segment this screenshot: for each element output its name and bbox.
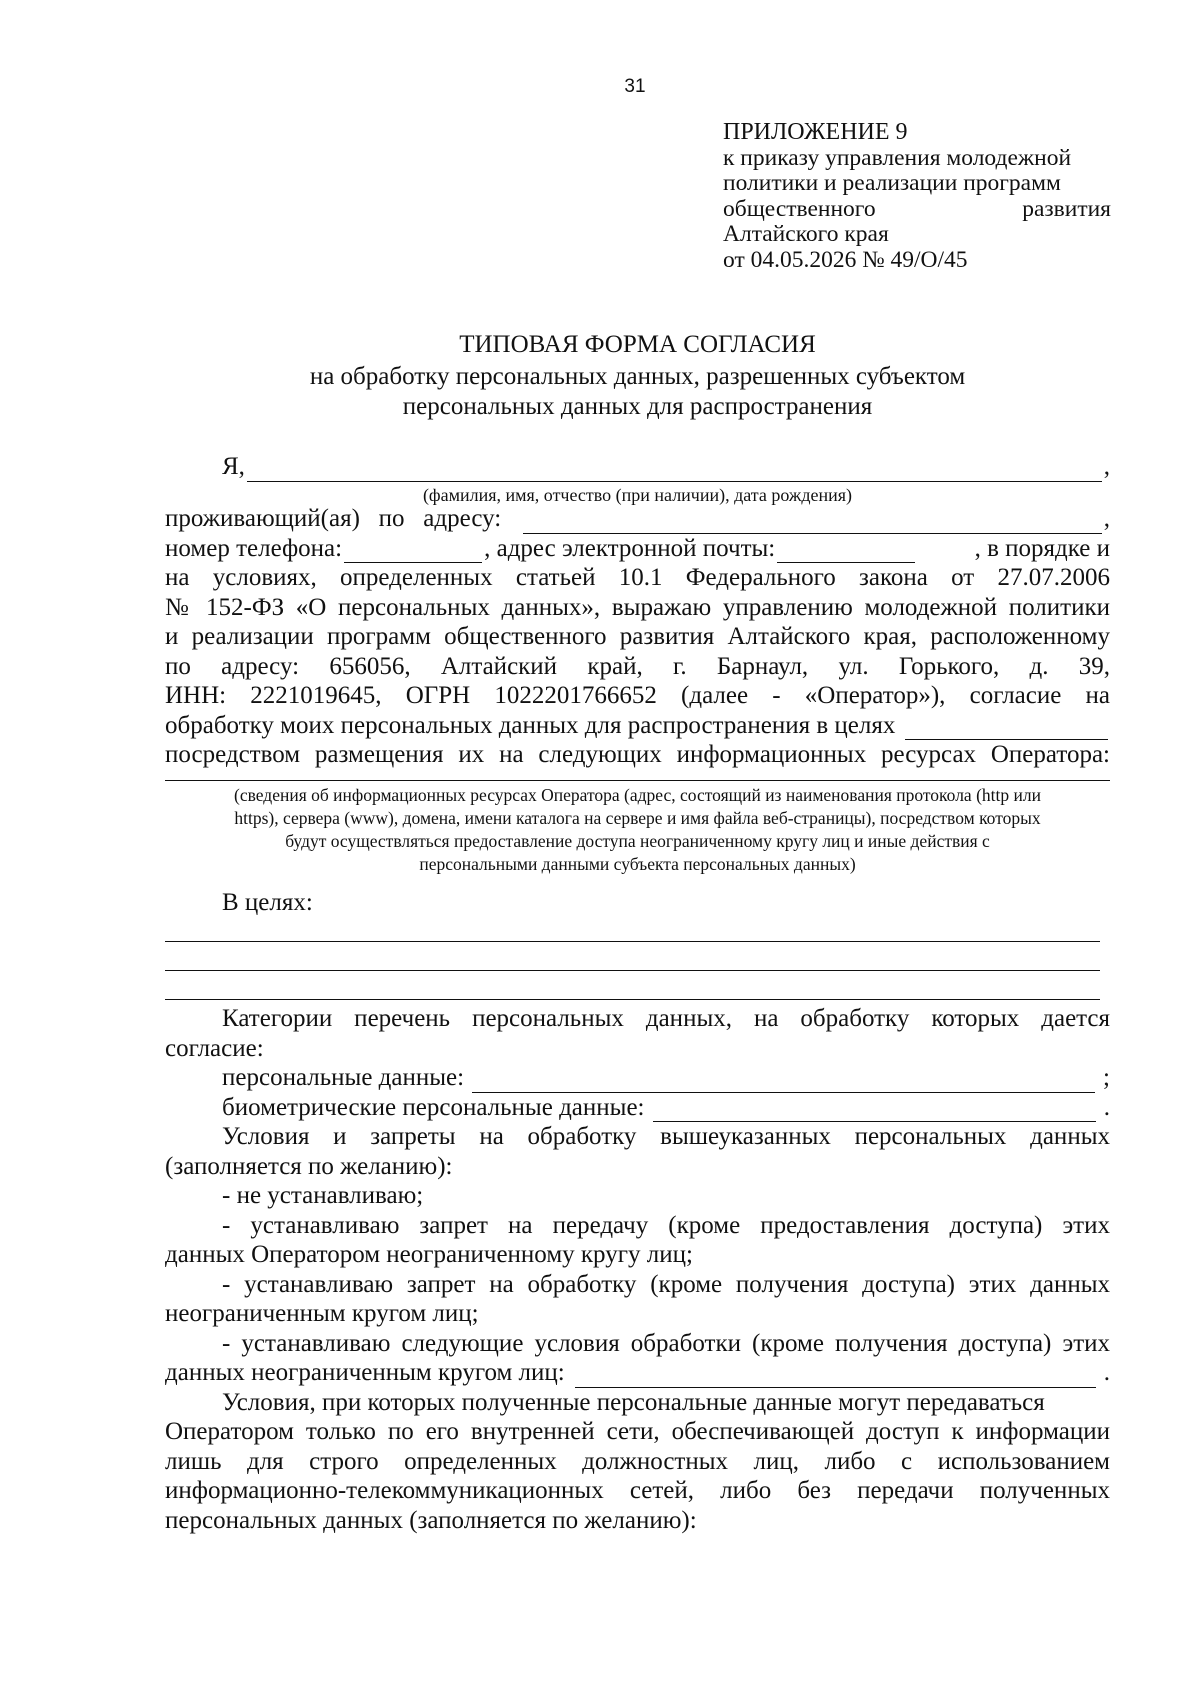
fio-caption: (фамилия, имя, отчество (при наличии), дата рождения) <box>422 485 853 505</box>
order-tail: , в порядке и <box>974 534 1110 562</box>
purposes-field-line-2[interactable] <box>165 970 1100 971</box>
personal-data-field[interactable] <box>472 1070 1095 1093</box>
address-comma: , <box>1103 505 1110 532</box>
purposes-label-line <box>165 888 1110 918</box>
consent-text-line: ИНН: 2221019645, ОГРН 1022201766652 (далее - «Оператор»), согласие на <box>165 682 1110 709</box>
consent-text-line: посредством размещения их на следующих информационных ресурсах Оператора: <box>165 741 1110 768</box>
categories-section <box>165 1004 1110 1535</box>
fio-field[interactable] <box>247 459 1102 482</box>
purposes-field-line-3[interactable] <box>165 999 1100 1000</box>
appendix-block <box>723 120 1111 273</box>
condition-option-4: - устанавливаю следующие условия обработки (кроме получения доступа) этих <box>222 1329 1110 1357</box>
phone-label: номер телефона: <box>165 534 343 562</box>
purposes-lines <box>165 941 1100 942</box>
form-title-main: ТИПОВАЯ ФОРМА СОГЛАСИЯ <box>459 331 816 358</box>
resources-field-area <box>165 780 1110 781</box>
form-title <box>165 330 1110 422</box>
resources-caption <box>160 784 1115 876</box>
address-label: проживающий(ая) по адресу: <box>165 505 502 532</box>
biometric-data-line <box>165 1093 1110 1123</box>
appendix-line: к приказу управления молодежной <box>723 144 1072 171</box>
consent-text-line: на условиях, определенных статьей 10.1 Федерального закона от 27.07.2006 <box>165 564 1110 591</box>
resources-field[interactable] <box>165 780 1110 781</box>
personal-data-line <box>165 1063 1110 1093</box>
conditions-field[interactable] <box>575 1365 1096 1388</box>
condition-option-3: - устанавливаю запрет на обработку (кроме получения доступа) этих данных <box>222 1270 1110 1298</box>
email-field[interactable] <box>777 540 915 563</box>
condition-option-4-cont: данных неограниченным кругом лиц: <box>165 1359 565 1386</box>
conditions-text-line: Условия и запреты на обработку вышеуказанных персональных данных <box>222 1123 1110 1150</box>
appendix-line: политики и реализации программ <box>723 170 1061 196</box>
phone-email-line <box>165 534 1110 564</box>
categories-text-line: Категории перечень персональных данных, на обработку которых дается <box>222 1005 1110 1032</box>
consent-section <box>165 452 1110 482</box>
condition-option-4-line <box>165 1358 1110 1388</box>
address-line <box>165 504 1110 534</box>
caption-line: будут осуществляться предоставление доступа неограниченному кругу лиц и иные действия с <box>285 831 990 851</box>
consent-text: обработку моих персональных данных для распространения в целях <box>165 711 896 739</box>
form-title-sub: на обработку персональных данных, разрешенных субъектом <box>309 363 966 390</box>
condition-option-1: - не устанавливаю; <box>222 1182 424 1209</box>
biometric-data-tail: . <box>1103 1093 1110 1121</box>
biometric-data-label: биометрические персональные данные: <box>222 1093 645 1121</box>
transfer-text-line: Оператором только по его внутренней сети, обеспечивающей доступ к информации <box>165 1418 1110 1445</box>
page-number: 31 <box>624 76 646 97</box>
conditions-text-line: (заполняется по желанию): <box>165 1152 453 1180</box>
caption-line: персональными данными субъекта персональных данных) <box>419 854 856 874</box>
appendix-word: общественного <box>723 195 876 222</box>
appendix-line: Алтайского края <box>723 221 889 247</box>
purpose-field[interactable] <box>905 717 1108 740</box>
consent-paragraph <box>165 504 1110 770</box>
purposes-lines <box>165 999 1100 1000</box>
personal-data-label: персональные данные: <box>222 1064 465 1091</box>
appendix-order-date: от 04.05.2026 № 49/О/45 <box>723 246 968 273</box>
appendix-line <box>723 197 1111 223</box>
form-title-sub: персональных данных для распространения <box>402 393 873 420</box>
conditions-tail: . <box>1103 1359 1110 1386</box>
appendix-title: ПРИЛОЖЕНИЕ 9 <box>723 119 908 145</box>
caption-line: (сведения об информационных ресурсах Оператора (адрес, состоящий из наименования протокола (http или <box>234 785 1041 805</box>
biometric-data-field[interactable] <box>653 1099 1096 1122</box>
transfer-text-line: информационно-телекоммуникационных сетей, либо без передачи полученных <box>165 1477 1110 1504</box>
phone-field[interactable] <box>344 540 482 563</box>
purposes-section <box>165 888 1110 918</box>
categories-text-line: согласие: <box>165 1034 264 1062</box>
purpose-line <box>165 711 1110 741</box>
fio-line <box>165 452 1110 482</box>
address-field[interactable] <box>523 511 1102 534</box>
personal-data-tail: ; <box>1103 1064 1110 1091</box>
condition-option-3-cont: неограниченным кругом лиц; <box>165 1300 479 1327</box>
consent-text-line: и реализации программ общественного развития Алтайского края, расположенному <box>165 623 1110 650</box>
appendix-word: развития <box>1022 195 1111 222</box>
condition-option-2: - устанавливаю запрет на передачу (кроме предоставления доступа) этих <box>222 1211 1110 1239</box>
transfer-text-line: Условия, при которых полученные персональные данные могут передаваться <box>222 1388 1045 1416</box>
transfer-text-line: персональных данных (заполняется по желанию): <box>165 1506 697 1534</box>
transfer-text-line: лишь для строго определенных должностных лиц, либо с использованием <box>165 1447 1110 1475</box>
caption-line: https), сервера (www), домена, имени каталога на сервере и имя файла веб-страницы), посредством которых <box>234 808 1041 828</box>
purposes-field-line-1[interactable] <box>165 941 1100 942</box>
fio-comma: , <box>1103 453 1110 480</box>
condition-option-2-cont: данных Оператором неограниченному кругу лиц; <box>165 1241 693 1268</box>
purposes-lines <box>165 970 1100 971</box>
consent-text-line: по адресу: 656056, Алтайский край, г. Барнаул, ул. Горького, д. 39, <box>165 652 1110 680</box>
purposes-label: В целях: <box>222 889 313 916</box>
ya-label: Я, <box>222 453 245 480</box>
consent-text-line: № 152-ФЗ «О персональных данных», выражаю управлению молодежной политики <box>165 593 1110 621</box>
email-label: , адрес электронной почты: <box>484 534 776 562</box>
